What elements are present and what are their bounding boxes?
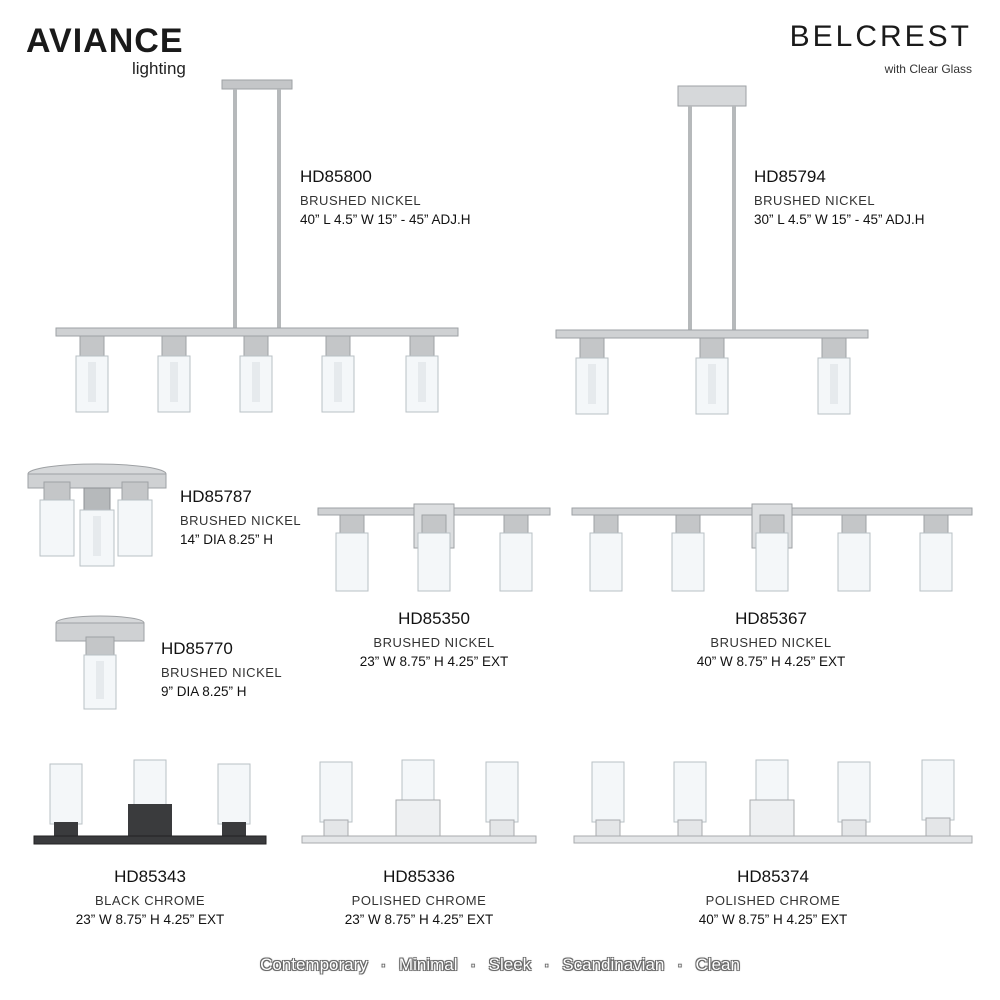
dimensions-label: 23” W 8.75” H 4.25” EXT [75, 912, 225, 928]
finish-label: POLISHED CHROME [705, 892, 841, 908]
spec-hd85787 [180, 486, 301, 550]
model-number: HD85800 [300, 167, 372, 186]
model-number: HD85374 [737, 867, 809, 886]
model-number: HD85343 [114, 867, 186, 886]
shade-group [76, 336, 438, 412]
fixture-image-hd85343 [32, 760, 268, 848]
brand-logo-sub: lighting [132, 59, 186, 78]
spec-hd85350 [360, 608, 509, 672]
fixture-image-hd85787 [26, 462, 168, 570]
finish-label: BRUSHED NICKEL [754, 192, 876, 208]
tag-scandinavian: Scandinavian [562, 955, 665, 974]
fixture-image-hd85350 [316, 504, 552, 594]
finish-label: BRUSHED NICKEL [161, 664, 283, 680]
finish-label: BLACK CHROME [94, 892, 206, 908]
tag-clean: Clean [695, 955, 740, 974]
model-number: HD85350 [398, 609, 470, 628]
tag-contemporary: Contemporary [260, 955, 368, 974]
fixture-image-hd85374 [572, 760, 974, 848]
tag-separator: · [543, 955, 550, 974]
spec-hd85770 [161, 638, 282, 702]
spec-hd85374 [699, 866, 848, 930]
spec-hd85343 [76, 866, 225, 930]
tag-separator: · [470, 955, 476, 974]
spec-hd85336 [345, 866, 494, 930]
tag-separator: · [380, 955, 387, 974]
collection-title: BELCREST [789, 20, 972, 53]
dimensions-label: 30” L 4.5” W 15” - 45” ADJ.H [754, 212, 925, 228]
finish-label: BRUSHED NICKEL [180, 512, 302, 528]
tag-sleek: Sleek [488, 955, 532, 974]
tag-separator: · [677, 955, 683, 974]
fixture-image-hd85336 [300, 760, 538, 848]
collection-subtitle: with Clear Glass [884, 62, 972, 76]
dimensions-label: 14” DIA 8.25” H [180, 532, 274, 548]
dimensions-label: 9” DIA 8.25” H [161, 684, 247, 700]
dimensions-label: 23” W 8.75” H 4.25” EXT [359, 654, 509, 670]
model-number: HD85794 [754, 167, 826, 186]
spec-hd85367 [697, 608, 846, 672]
finish-label: BRUSHED NICKEL [710, 634, 832, 650]
fixture-image-hd85794 [550, 84, 880, 414]
finish-label: BRUSHED NICKEL [373, 634, 495, 650]
tag-minimal: Minimal [398, 955, 458, 974]
model-number: HD85770 [161, 639, 233, 658]
dimensions-label: 40” W 8.75” H 4.25” EXT [698, 912, 848, 928]
model-number: HD85787 [180, 487, 252, 506]
style-tags-footer [0, 955, 1000, 975]
brand-logo-name: AVIANCE [26, 22, 184, 60]
fixture-image-hd85367 [570, 504, 974, 594]
model-number: HD85367 [735, 609, 807, 628]
finish-label: POLISHED CHROME [351, 892, 487, 908]
dimensions-label: 23” W 8.75” H 4.25” EXT [344, 912, 494, 928]
fixture-image-hd85770 [54, 615, 146, 711]
spec-hd85800 [300, 166, 471, 230]
spec-hd85794 [754, 166, 925, 230]
model-number: HD85336 [383, 867, 455, 886]
fixture-image-hd85800 [50, 78, 470, 418]
dimensions-label: 40” W 8.75” H 4.25” EXT [696, 654, 846, 670]
dimensions-label: 40” L 4.5” W 15” - 45” ADJ.H [300, 212, 471, 228]
finish-label: BRUSHED NICKEL [300, 192, 422, 208]
